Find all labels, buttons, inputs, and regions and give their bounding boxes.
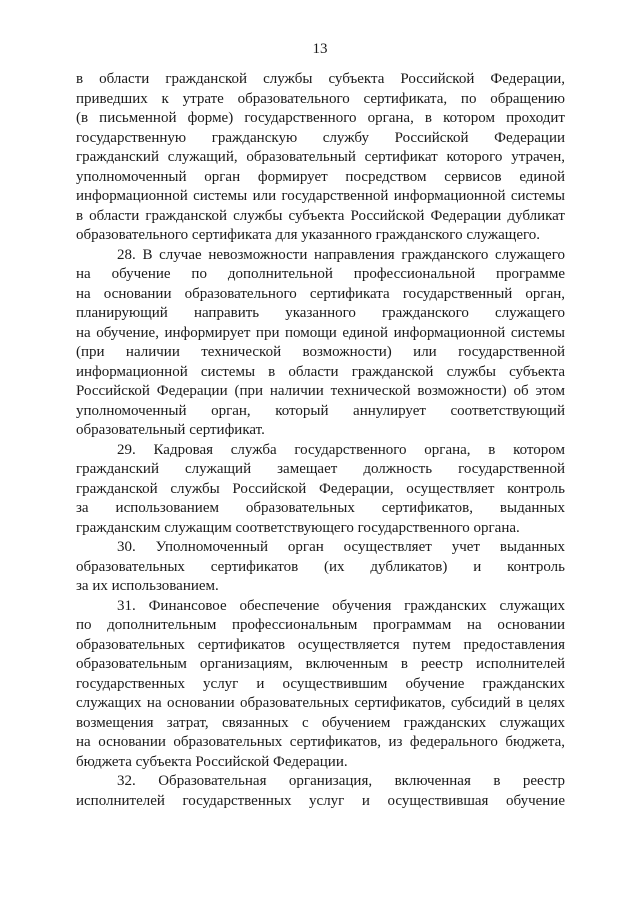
paragraph-30 — [76, 538, 565, 597]
text-line: 32. Образовательная организация, включенная в реестр — [117, 773, 565, 789]
text-line: гражданский служащий, образовательный сертификат которого утрачен, — [76, 149, 565, 165]
text-line: образовательных сертификатов (их дубликатов) и контроль — [76, 558, 565, 575]
text-line: Российской Федерации (при наличии технической возможности) об этом — [76, 383, 565, 399]
text-line: 30. Уполномоченный орган осуществляет учет выданных — [117, 539, 565, 555]
text-line: гражданский служащий замещает должность государственной — [76, 461, 565, 477]
text-line: за их использованием. — [76, 578, 219, 594]
text-line: на основании образовательного сертификата государственный орган, — [76, 285, 565, 302]
text-line: информационной системы или государственной информационной системы — [76, 188, 565, 204]
text-line: образовательных сертификатов осуществляется путем предоставления — [76, 636, 565, 653]
text-line: служащих на основании образовательных сертификатов, субсидий в целях — [76, 695, 565, 711]
text-line: образовательного сертификата для указанного гражданского служащего. — [76, 227, 541, 243]
text-line: образовательным организациям, включенным в реестр исполнителей — [76, 656, 565, 672]
paragraph-32 — [76, 772, 565, 811]
text-line: 29. Кадровая служба государственного органа, в котором — [117, 441, 565, 458]
text-line: возмещения затрат, связанных с обучением гражданских служащих — [76, 714, 565, 731]
text-line: гражданской службы Российской Федерации, осуществляет контроль — [76, 480, 565, 497]
paragraph-28 — [76, 246, 565, 441]
text-line: информационной системы в области гражданской службы субъекта — [76, 363, 565, 380]
paragraph-31 — [76, 597, 565, 773]
paragraph-29 — [76, 441, 565, 539]
text-line: бюджета субъекта Российской Федерации. — [76, 753, 348, 770]
text-line: государственную гражданскую службу Российской Федерации — [76, 129, 565, 146]
text-line: уполномоченный орган формирует посредством сервисов единой — [76, 168, 565, 185]
text-line: 28. В случае невозможности направления гражданского служащего — [117, 246, 565, 263]
text-line: планирующий направить указанного гражданского служащего — [76, 305, 565, 321]
text-line: (в письменной форме) государственного органа, в котором проходит — [76, 110, 565, 126]
text-line: на обучение, информирует при помощи единой информационной системы — [76, 324, 565, 341]
text-line: на обучение по дополнительной профессиональной программе — [76, 266, 565, 282]
text-line: гражданским служащим соответствующего государственного органа. — [76, 519, 520, 536]
text-line: в области гражданской службы субъекта Российской Федерации, — [76, 71, 565, 87]
text-line: государственных услуг и осуществившим обучение гражданских — [76, 675, 565, 692]
text-line: за использованием образовательных сертификатов, выданных — [76, 500, 565, 516]
text-line: на основании образовательных сертификатов, из федерального бюджета, — [76, 734, 565, 750]
text-line: (при наличии технической возможности) или государственной — [76, 344, 565, 360]
text-line: уполномоченный орган, который аннулирует соответствующий — [76, 402, 565, 419]
paragraph-intro — [76, 70, 565, 246]
document-body — [76, 70, 565, 811]
text-line: в области гражданской службы субъекта Российской Федерации дубликат — [76, 207, 565, 224]
text-line: 31. Финансовое обеспечение обучения гражданских служащих — [117, 597, 565, 614]
page-number: 13 — [312, 41, 328, 57]
text-line: исполнителей государственных услуг и осуществившая обучение — [76, 792, 565, 809]
text-line: приведших к утрате образовательного сертификата, по обращению — [76, 90, 565, 107]
text-line: по дополнительным профессиональным программам на основании — [76, 617, 565, 633]
text-line: образовательный сертификат. — [76, 422, 265, 438]
